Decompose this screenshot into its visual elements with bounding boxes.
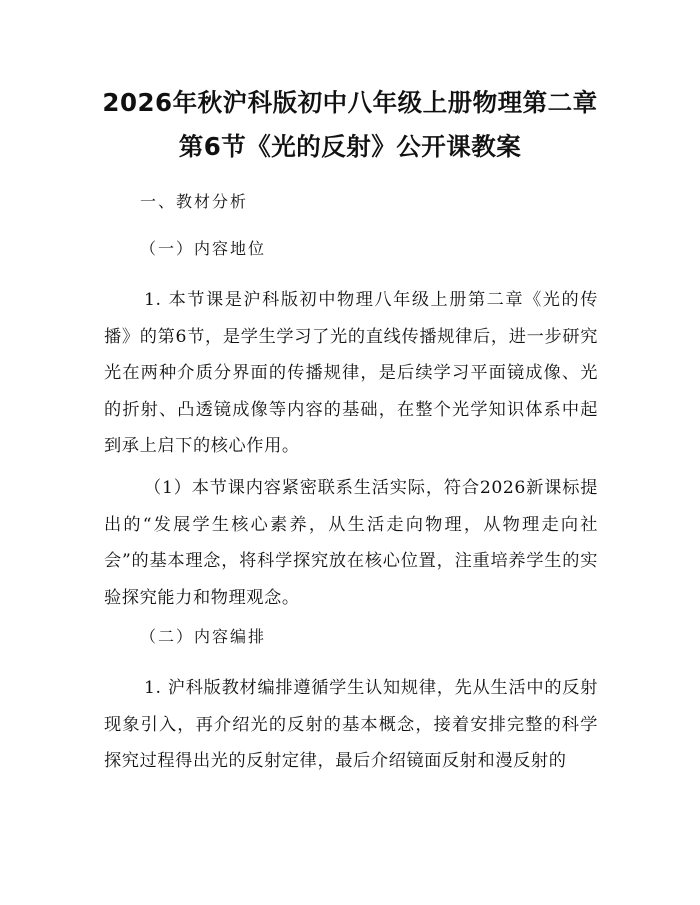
paragraph-content-position-2: （1）本节课内容紧密联系生活实际，符合2026新课标提出的“发展学生核心素养，从生活走向物理，从物理走向社会”的基本理念，将科学探究放在核心位置，注重培养学生的实验探究能力和物理观念。 bbox=[104, 478, 598, 608]
paragraph-content-arrangement-1: 1. 沪科版教材编排遵循学生认知规律，先从生活中的反射现象引入，再介绍光的反射的基本概念，接着安排完整的科学探究过程得出光的反射定律，最后介绍镜面反射和漫反射的 bbox=[104, 678, 598, 771]
subsection-heading-content-arrangement: （二）内容编排 bbox=[140, 627, 267, 646]
document-title-line-2: 第6节《光的反射》公开课教案 bbox=[178, 132, 522, 161]
document-title-line-1: 2026年秋沪科版初中八年级上册物理第二章 bbox=[102, 88, 598, 117]
subsection-heading-content-position: （一）内容地位 bbox=[140, 239, 267, 258]
paragraph-content-position-1: 1. 本节课是沪科版初中物理八年级上册第二章《光的传播》的第6节，是学生学习了光的直线传播规律后，进一步研究光在两种介质分界面的传播规律，是后续学习平面镜成像、光的折射、凸透镜成像等内容的基础，在整个光学知识体系中起到承上启下的核心作用。 bbox=[104, 290, 598, 456]
section-heading-teaching-material-analysis: 一、教材分析 bbox=[140, 192, 249, 211]
